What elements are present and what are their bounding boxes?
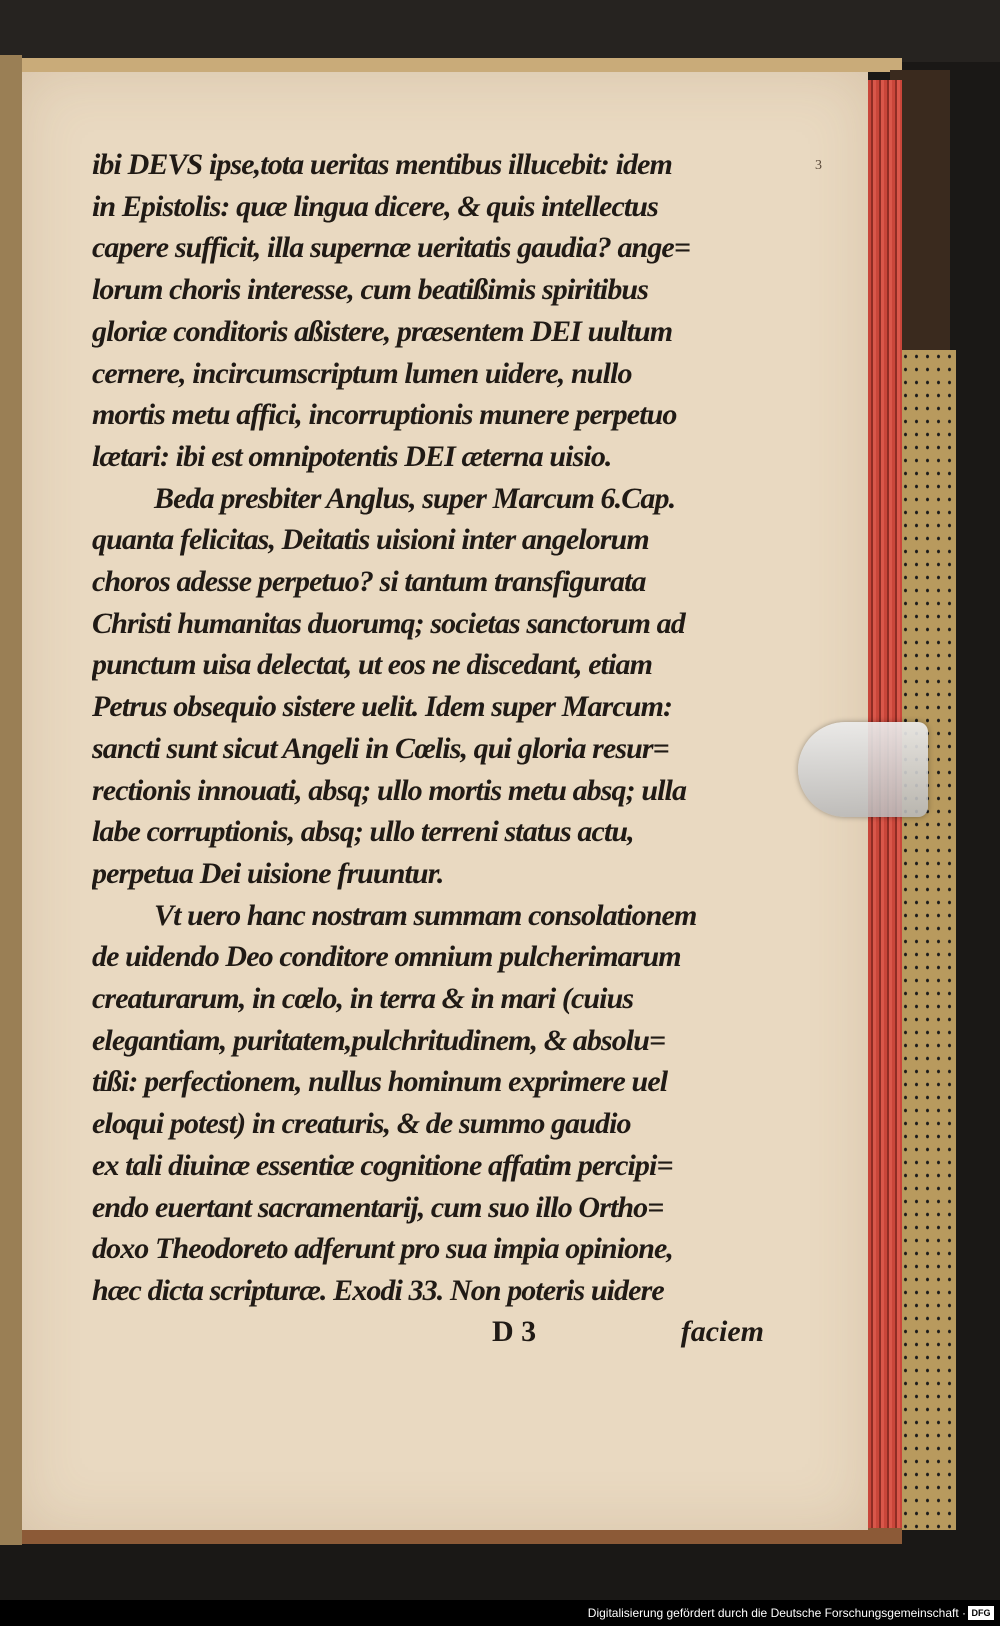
book-bottom-edge xyxy=(22,1528,902,1544)
text-line: capere sufficit, illa supernæ ueritatis gaudia? ange= xyxy=(92,231,691,265)
text-line: quanta felicitas, Deitatis uisioni inter angelorum xyxy=(92,523,649,557)
text-line: lorum choris interesse, cum beatißimis spiritibus xyxy=(92,273,648,307)
text-line: Christi humanitas duorumq; societas sanctorum ad xyxy=(92,606,685,640)
folio-mark: 3 xyxy=(815,158,822,173)
text-line: ibi DEVS ipse,tota ueritas mentibus illucebit: idem xyxy=(92,148,672,181)
text-line: elegantiam, puritatem,pulchritudinem, & absolu= xyxy=(92,1023,666,1057)
text-line: Vt uero hanc nostram summam consolationem xyxy=(154,898,697,932)
text-line: mortis metu affici, incorruptionis munere perpetuo xyxy=(92,398,677,432)
book-top-edge xyxy=(22,58,902,72)
text-line: hæc dicta scripturæ. Exodi 33. Non poteris uidere xyxy=(92,1273,664,1307)
page-clip xyxy=(798,722,928,817)
footer-bar xyxy=(0,1600,1000,1626)
text-line: punctum uisa delectat, ut eos ne discedant, etiam xyxy=(92,648,653,682)
text-line: sancti sunt sicut Angeli in Cœlis, qui gloria resur= xyxy=(92,731,669,765)
text-line: Beda presbiter Anglus, super Marcum 6.Cap. xyxy=(154,481,676,515)
speckled-cover xyxy=(900,350,956,1530)
text-line: rectionis innouati, absq; ullo mortis metu absq; ulla xyxy=(92,773,687,807)
book-spine xyxy=(0,55,22,1545)
text-line: gloriæ conditoris aßistere, præsentem DEI uultum xyxy=(92,314,673,348)
catchword: faciem xyxy=(680,1315,764,1348)
scan-background-top xyxy=(0,0,1000,62)
footer-credit: Digitalisierung gefördert durch die Deutsche Forschungsgemeinschaft · xyxy=(587,1606,966,1620)
dfg-logo-icon: DFG xyxy=(968,1606,994,1620)
text-line: ex tali diuinæ essentiæ cognitione affatim percipi= xyxy=(92,1148,673,1182)
text-line: eloqui potest) in creaturis, & de summo gaudio xyxy=(92,1107,631,1141)
text-line: endo euertant sacramentarij, cum suo illo Ortho= xyxy=(92,1190,664,1224)
signature-mark: D 3 xyxy=(492,1315,537,1348)
text-line: de uidendo Deo conditore omnium pulcherimarum xyxy=(92,940,681,974)
text-line: tißi: perfectionem, nullus hominum exprimere uel xyxy=(92,1065,668,1099)
text-line: lætari: ibi est omnipotentis DEI æterna uisio. xyxy=(92,439,612,473)
text-line: perpetua Dei uisione fruuntur. xyxy=(92,856,444,890)
text-line: Petrus obsequio sistere uelit. Idem super Marcum: xyxy=(92,690,673,724)
book-page xyxy=(22,72,868,1530)
text-line: in Epistolis: quæ lingua dicere, & quis intellectus xyxy=(92,189,658,223)
text-line: cernere, incircumscriptum lumen uidere, nullo xyxy=(92,356,632,390)
text-line: labe corruptionis, absq; ullo terreni status actu, xyxy=(92,815,634,849)
page-text xyxy=(92,144,744,1312)
text-line: choros adesse perpetuo? si tantum transfigurata xyxy=(92,565,646,599)
text-line: doxo Theodoreto adferunt pro sua impia opinione, xyxy=(92,1232,674,1266)
text-line: creaturarum, in cœlo, in terra & in mari (cuius xyxy=(92,982,634,1016)
